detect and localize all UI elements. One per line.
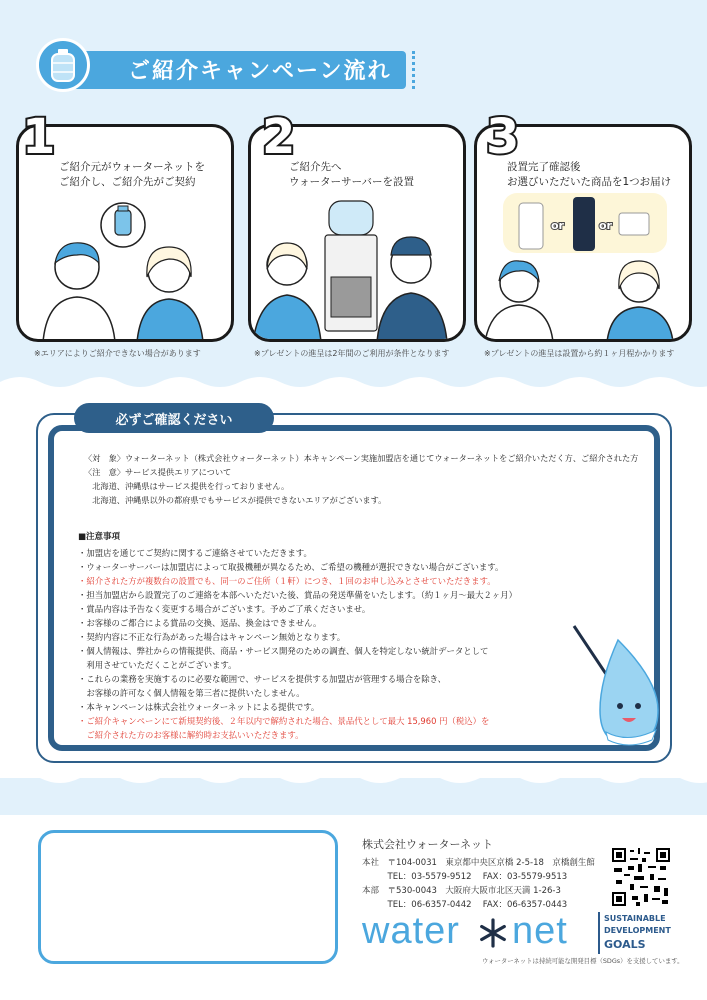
address-stamp-box [38,830,338,964]
note-item: ・加盟店を通じてご契約に関するご連絡させていただきます。 [78,548,312,558]
sdgs-support-text: ウォーターネットは持続可能な開発目標（SDGs）を支援しています。 [482,957,684,965]
waternet-logo: water net [362,910,568,952]
company-name: 株式会社ウォーターネット [362,838,494,851]
hq-address: 本部 〒530-0043 大阪府大阪市北区天満 1-26-3 [362,886,561,896]
note-item-warning: ご紹介された方のお客様に解約時お支払いいただきます。 [78,730,304,740]
step-1-note: ※エリアによりご紹介できない場合があります [34,349,201,358]
head-office-address: 本社 〒104-0031 東京都中央区京橋 2-5-18 京橋創生館 [362,858,595,868]
or-label-2: or [599,219,612,232]
step-3-text: 設置完了確認後 お選びいただいた商品を1つお届け [507,161,672,188]
note-item: ・個人情報は、弊社からの情報提供、商品・サービス開発のための調査、個人を特定しない統計データとして [78,646,489,656]
confirm-heading: 必ずご確認ください [115,413,233,428]
notes-heading: ■注意事項 [78,532,121,542]
note-item: 利用させていただくことがございます。 [78,660,237,670]
note-item: ・賞品内容は予告なく変更する場合がございます。予めご了承くださいませ。 [78,604,371,614]
step-3-number: 3 [486,109,520,165]
confirm-heading-tab [74,403,274,433]
sdgs-badge: SUSTAINABLE DEVELOPMENT GOALS [598,912,668,956]
page-title: ご紹介キャンペーン流れ [128,59,392,84]
note-item: ・契約内容に不正な行為があった場合はキャンペーン無効となります。 [78,632,346,642]
info-area-1: 北海道、沖縄県はサービス提供を行っておりません。 [84,481,290,491]
step-2-note: ※プレゼントの進呈は2年間のご利用が条件となります [254,349,450,358]
note-item: ・お客様のご都合による賞品の交換、返品、換金はできません。 [78,618,322,628]
water-bottle-icon [36,38,90,92]
sdg-divider [598,912,600,954]
step-2-number: 2 [262,109,296,165]
note-item: ・本キャンペーンは株式会社ウォーターネットによる提供です。 [78,702,320,712]
hq-phone: TEL：06-6357-0442 FAX：06-6357-0443 [362,900,568,910]
note-item-warning: ・ご紹介キャンペーンにて新規契約後、２年以内で解約された場合、景品代として最大 15,960 円（税込）を [78,716,490,726]
step-1-number: 1 [22,109,56,165]
info-target: 〈対 象〉ウォーターネット（株式会社ウォーターネット）本キャンペーン実施加盟店を通じてウォーターネットをご紹介いただく方、ご紹介された方 [84,453,639,463]
note-item: ・ウォーターサーバーは加盟店によって取扱機種が異なるため、ご希望の機種が選択できない場合がございます。 [78,562,504,572]
qr-code[interactable] [612,848,670,906]
note-item: ・担当加盟店から設置完了のご連絡を本部へいただいた後、賞品の発送準備をいたします。（約１ヶ月～最大２ヶ月） [78,590,518,600]
head-office-phone: TEL：03-5579-9512 FAX：03-5579-9513 [362,872,568,882]
asterisk-icon [478,918,508,948]
info-caution: 〈注 意〉サービス提供エリアについて [84,467,232,477]
water-drop-mascot [560,620,680,760]
step-1-text: ご紹介元がウォーターネットを ご紹介し、ご紹介先がご契約 [59,161,206,188]
note-item: ・これらの業務を実施するのに必要な範囲で、サービスを提供する加盟店が管理する場合を除き、 [78,674,446,684]
note-item: お客様の許可なく個人情報を第三者に提供いたしません。 [78,688,305,698]
wave-divider-bottom [0,760,707,815]
step-3-note: ※プレゼントの進呈は設置から約１ヶ月程かかります [484,349,675,358]
title-banner [66,51,406,89]
campaign-title [36,38,406,98]
step-2-text: ご紹介先へ ウォーターサーバーを設置 [289,161,415,188]
note-item-warning: ・紹介された方が複数台の設置でも、同一のご住所（１軒）につき、１回のお申し込みとさせていただきます。 [78,576,496,586]
info-area-2: 北海道、沖縄県以外の都府県でもサービスが提供できないエリアがございます。 [84,495,387,505]
or-label-1: or [551,219,564,232]
